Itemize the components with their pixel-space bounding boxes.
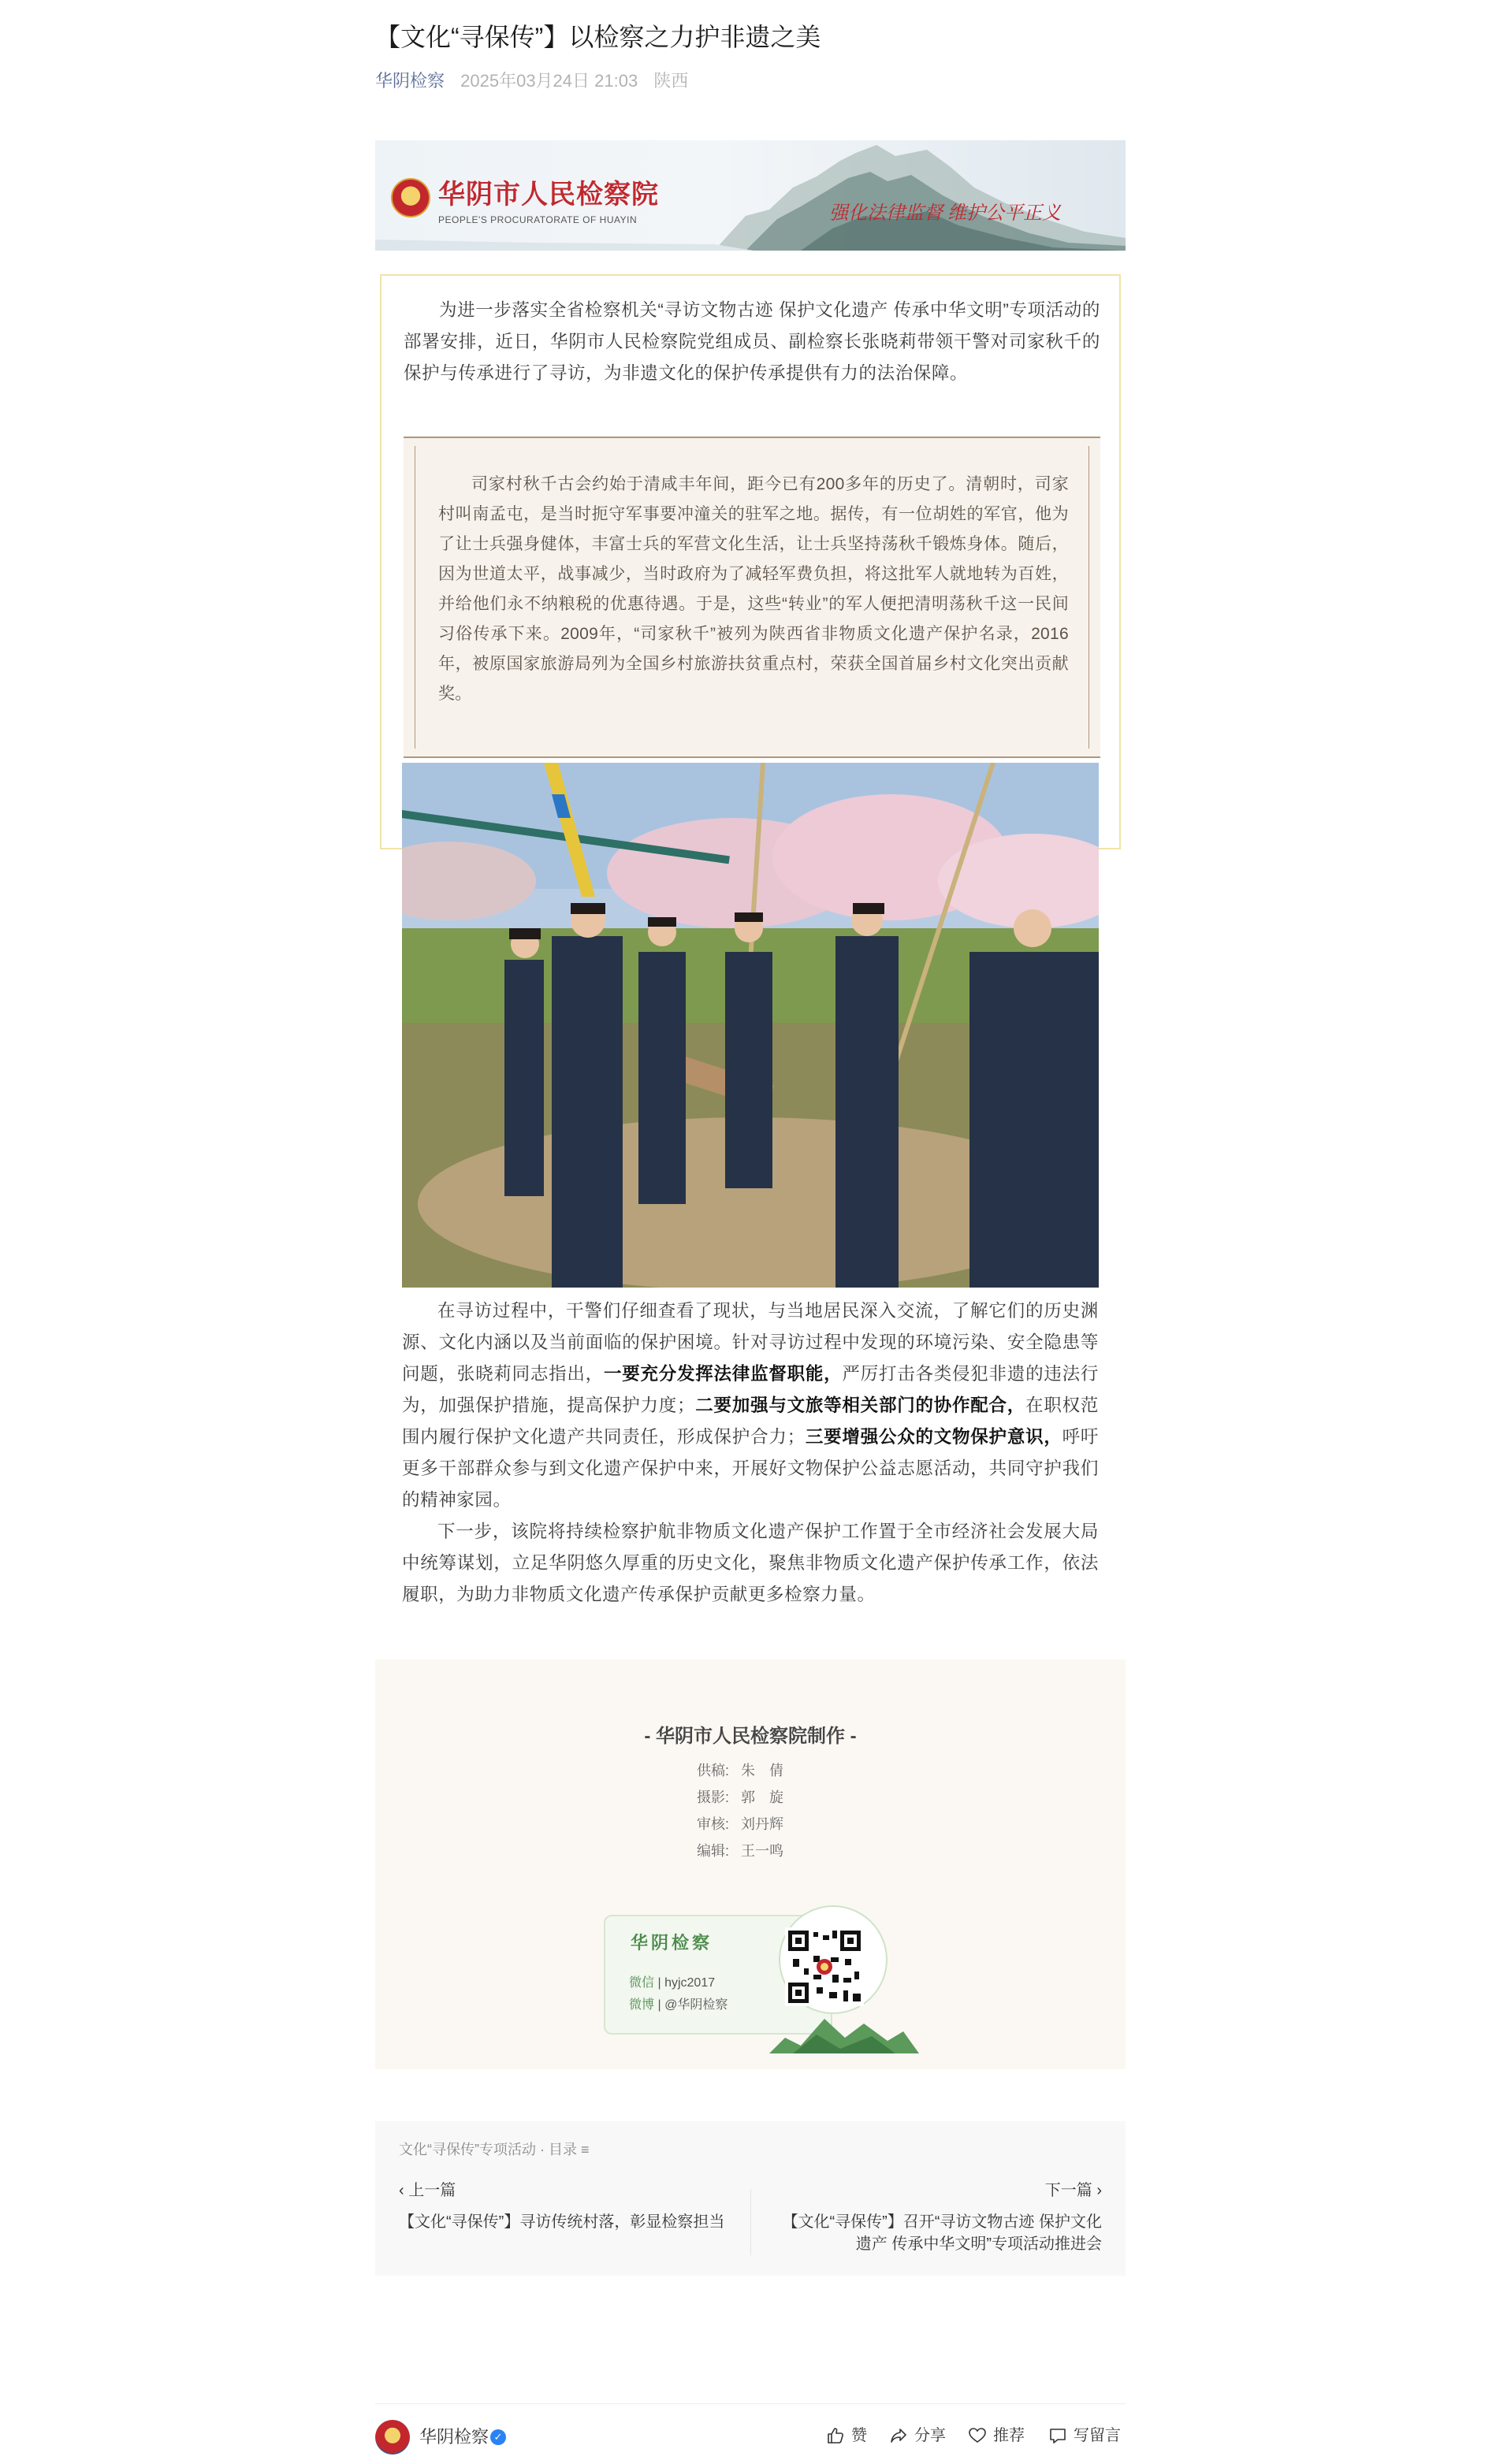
producer-line: - 华阴市人民检察院制作 -	[644, 1726, 857, 1747]
comment-button[interactable]: 写留言	[1048, 2423, 1121, 2448]
intro-paragraph: 为进一步落实全省检察机关“寻访文物古迹 保护文化遗产 传承中华文明”专项活动的部署安排，近日，华阴市人民检察院党组成员、副检察长张晓莉带领干警对司家秋千的保护与传承进行了寻访，为非遗文化的保护传承提供有力的法治保障。	[404, 300, 1100, 383]
article-title: 【文化“寻保传”】以检察之力护非遗之美	[375, 23, 821, 51]
production-credits-card	[375, 1659, 1126, 2069]
visit-text-c: 在职权范围内履行保护文化遗产共同责任，形成保护合力；	[402, 1396, 1099, 1447]
point-two-bold: 二要加强与文旅等相关部门的协作配合，	[695, 1396, 1026, 1415]
prosecutors-swing-photo	[402, 763, 1099, 1288]
next-article-label[interactable]: 下一篇 ›	[1044, 2182, 1102, 2199]
point-one-bold: 一要充分发挥法律监督职能，	[603, 1364, 843, 1384]
visit-text-a: 在寻访过程中，干警们仔细查看了现状，与当地居民深入交流，了解它们的历史渊源、文化内涵以及当前面临的保护困境。针对寻访过程中发现的环境污染、安全隐患等问题，张晓莉同志指出，	[402, 1301, 1099, 1384]
hills-decoration-icon	[769, 1990, 919, 2053]
header-banner	[375, 140, 1126, 251]
article-photo[interactable]	[402, 763, 1099, 1288]
prev-article-link[interactable]: 【文化“寻保传”】寻访传统村落，彰显检察担当	[399, 2213, 725, 2231]
credits-list	[375, 1757, 1126, 1864]
national-emblem-icon	[391, 178, 430, 217]
visit-text-d: 呼吁更多干部群众参与到文化遗产保护中来，开展好文物保护公益志愿活动，共同守护我们的精神家园。	[402, 1427, 1100, 1510]
verified-badge-icon: ✓	[490, 2429, 506, 2445]
article-meta	[375, 69, 688, 93]
banner-slogan: 强化法律监督 维护公平正义	[829, 203, 1061, 224]
visit-text-b: 严厉打击各类侵犯非遗的违法行为，加强保护措施，提高保护力度；	[402, 1364, 1099, 1415]
weibo-id: 微博 | @华阴检察	[629, 1998, 728, 2012]
heart-icon	[968, 2426, 987, 2445]
publish-location: 陕西	[653, 71, 689, 91]
recommend-button[interactable]: 推荐	[968, 2423, 1025, 2448]
series-navigation	[375, 2121, 1126, 2276]
share-button[interactable]: 分享	[889, 2423, 946, 2448]
visit-paragraph	[402, 1295, 1099, 1516]
follow-card-title: 华阴检察	[631, 1933, 713, 1953]
series-title-link[interactable]: 文化“寻保传”专项活动 · 目录 ≡	[399, 2142, 590, 2157]
history-quote-text: 司家村秋千古会约始于清咸丰年间，距今已有200多年的历史了。清朝时，司家村叫南孟屯，是当时扼守军事要冲潼关的驻军之地。据传，有一位胡姓的军官，他为了让士兵强身健体，丰富士兵的军营文化生活，让士兵坚持荡秋千锻炼身体。随后，因为世道太平，战事减少，当时政府为了减轻军费负担，将这批军人就地转为百姓，并给他们永不纳粮税的优惠待遇。于是，这些“转业”的军人便把清明荡秋千这一民间习俗传承下来。2009年，“司家秋千”被列为陕西省非物质文化遗产保护名录，2016年，被原国家旅游局列为全国乡村旅游扶贫重点村，荣获全国首届乡村文化突出贡献奖。	[438, 475, 1069, 703]
bottom-action-bar	[375, 2403, 1126, 2464]
thumbs-up-icon	[826, 2426, 845, 2445]
credit-line: 供稿: 朱 倩	[697, 1763, 783, 1778]
next-article-link[interactable]: 【文化“寻保传”】召开“寻访文物古迹 保护文化遗产 传承中华文明”专项活动推进会	[782, 2213, 1102, 2253]
wechat-id: 微信 | hyjc2017	[629, 1976, 716, 1990]
banner-org-name: 华阴市人民检察院	[438, 180, 659, 210]
next-steps-paragraph: 下一步，该院将持续检察护航非物质文化遗产保护工作置于全市经济社会发展大局中统筹谋划，立足华阴悠久厚重的历史文化，聚焦非物质文化遗产保护传承工作，依法履职，为助力非物质文化遗产传承保护贡献更多检察力量。	[402, 1522, 1099, 1604]
history-quote-box	[404, 437, 1100, 758]
banner-org-name-en: PEOPLE'S PROCURATORATE OF HUAYIN	[438, 214, 638, 225]
share-icon	[889, 2426, 908, 2445]
prev-article-label[interactable]: ‹ 上一篇	[399, 2182, 456, 2199]
like-button[interactable]: 赞	[826, 2423, 867, 2448]
credit-line: 编辑: 王一鸣	[697, 1843, 783, 1859]
point-three-bold: 三要增强公众的文物保护意识，	[805, 1427, 1062, 1447]
credit-line: 审核: 刘丹辉	[697, 1816, 783, 1832]
account-avatar[interactable]	[375, 2420, 410, 2455]
author-link[interactable]: 华阴检察	[375, 71, 445, 91]
nav-divider	[750, 2189, 751, 2255]
publish-date: 2025年03月24日 21:03	[460, 71, 638, 91]
account-name[interactable]: 华阴检察	[419, 2427, 489, 2447]
credit-line: 摄影: 郭 旋	[697, 1789, 783, 1805]
comment-icon	[1048, 2426, 1067, 2445]
